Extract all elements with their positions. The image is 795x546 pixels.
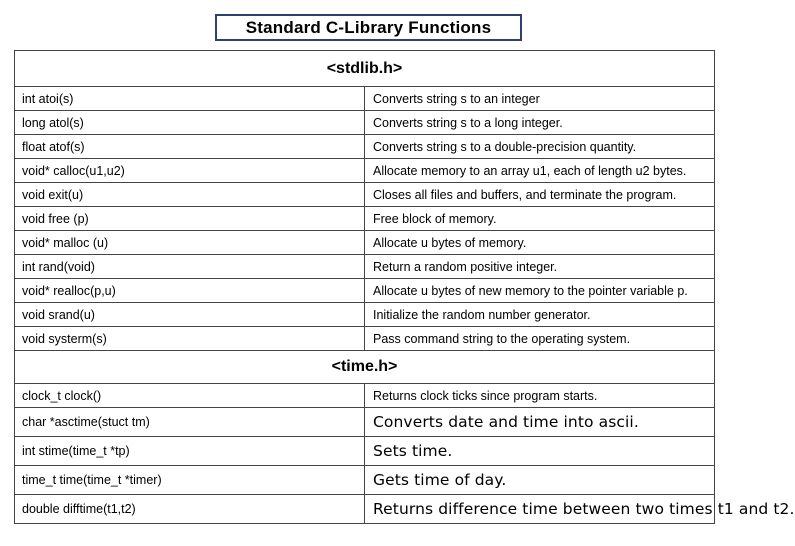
function-signature: clock_t clock() (15, 384, 365, 408)
function-description: Converts string s to a long integer. (365, 111, 715, 135)
page-title: Standard C-Library Functions (215, 14, 522, 41)
table-row (15, 303, 715, 327)
function-description: Closes all files and buffers, and terminate the program. (365, 183, 715, 207)
function-description: Allocate memory to an array u1, each of length u2 bytes. (365, 159, 715, 183)
function-description: Initialize the random number generator. (365, 303, 715, 327)
function-signature: double difftime(t1,t2) (15, 495, 365, 524)
table-row (15, 437, 715, 466)
functions-table (14, 50, 795, 524)
function-description: Converts date and time into ascii. (365, 408, 715, 437)
function-signature: void exit(u) (15, 183, 365, 207)
function-signature: int rand(void) (15, 255, 365, 279)
table-row (15, 495, 715, 524)
function-description: Returns clock ticks since program starts. (365, 384, 715, 408)
function-description: Returns difference time between two times t1 and t2. (365, 495, 715, 524)
function-signature: int stime(time_t *tp) (15, 437, 365, 466)
function-signature: float atof(s) (15, 135, 365, 159)
table-row (15, 279, 715, 303)
function-signature: char *asctime(stuct tm) (15, 408, 365, 437)
section-header-stdlib: <stdlib.h> (15, 51, 715, 87)
function-signature: void systerm(s) (15, 327, 365, 351)
table-row (15, 183, 715, 207)
section-header-row (15, 351, 715, 384)
function-signature: void* realloc(p,u) (15, 279, 365, 303)
table-row (15, 135, 715, 159)
table-row (15, 327, 715, 351)
table-row (15, 466, 715, 495)
function-signature: time_t time(time_t *timer) (15, 466, 365, 495)
function-description: Allocate u bytes of new memory to the pointer variable p. (365, 279, 715, 303)
table-row (15, 384, 715, 408)
function-description: Converts string s to a double-precision quantity. (365, 135, 715, 159)
section-header-row (15, 51, 715, 87)
table-row (15, 231, 715, 255)
function-signature: long atol(s) (15, 111, 365, 135)
function-description: Allocate u bytes of memory. (365, 231, 715, 255)
function-description: Return a random positive integer. (365, 255, 715, 279)
function-signature: void* malloc (u) (15, 231, 365, 255)
function-signature: int atoi(s) (15, 87, 365, 111)
function-signature: void free (p) (15, 207, 365, 231)
function-signature: void srand(u) (15, 303, 365, 327)
function-signature: void* calloc(u1,u2) (15, 159, 365, 183)
function-description: Gets time of day. (365, 466, 715, 495)
table-row (15, 255, 715, 279)
table-row (15, 207, 715, 231)
table-row (15, 159, 715, 183)
function-description: Sets time. (365, 437, 715, 466)
function-description: Free block of memory. (365, 207, 715, 231)
table-row (15, 111, 715, 135)
section-header-time: <time.h> (15, 351, 715, 384)
function-description: Pass command string to the operating system. (365, 327, 715, 351)
table-row (15, 408, 715, 437)
table-row (15, 87, 715, 111)
function-description: Converts string s to an integer (365, 87, 715, 111)
